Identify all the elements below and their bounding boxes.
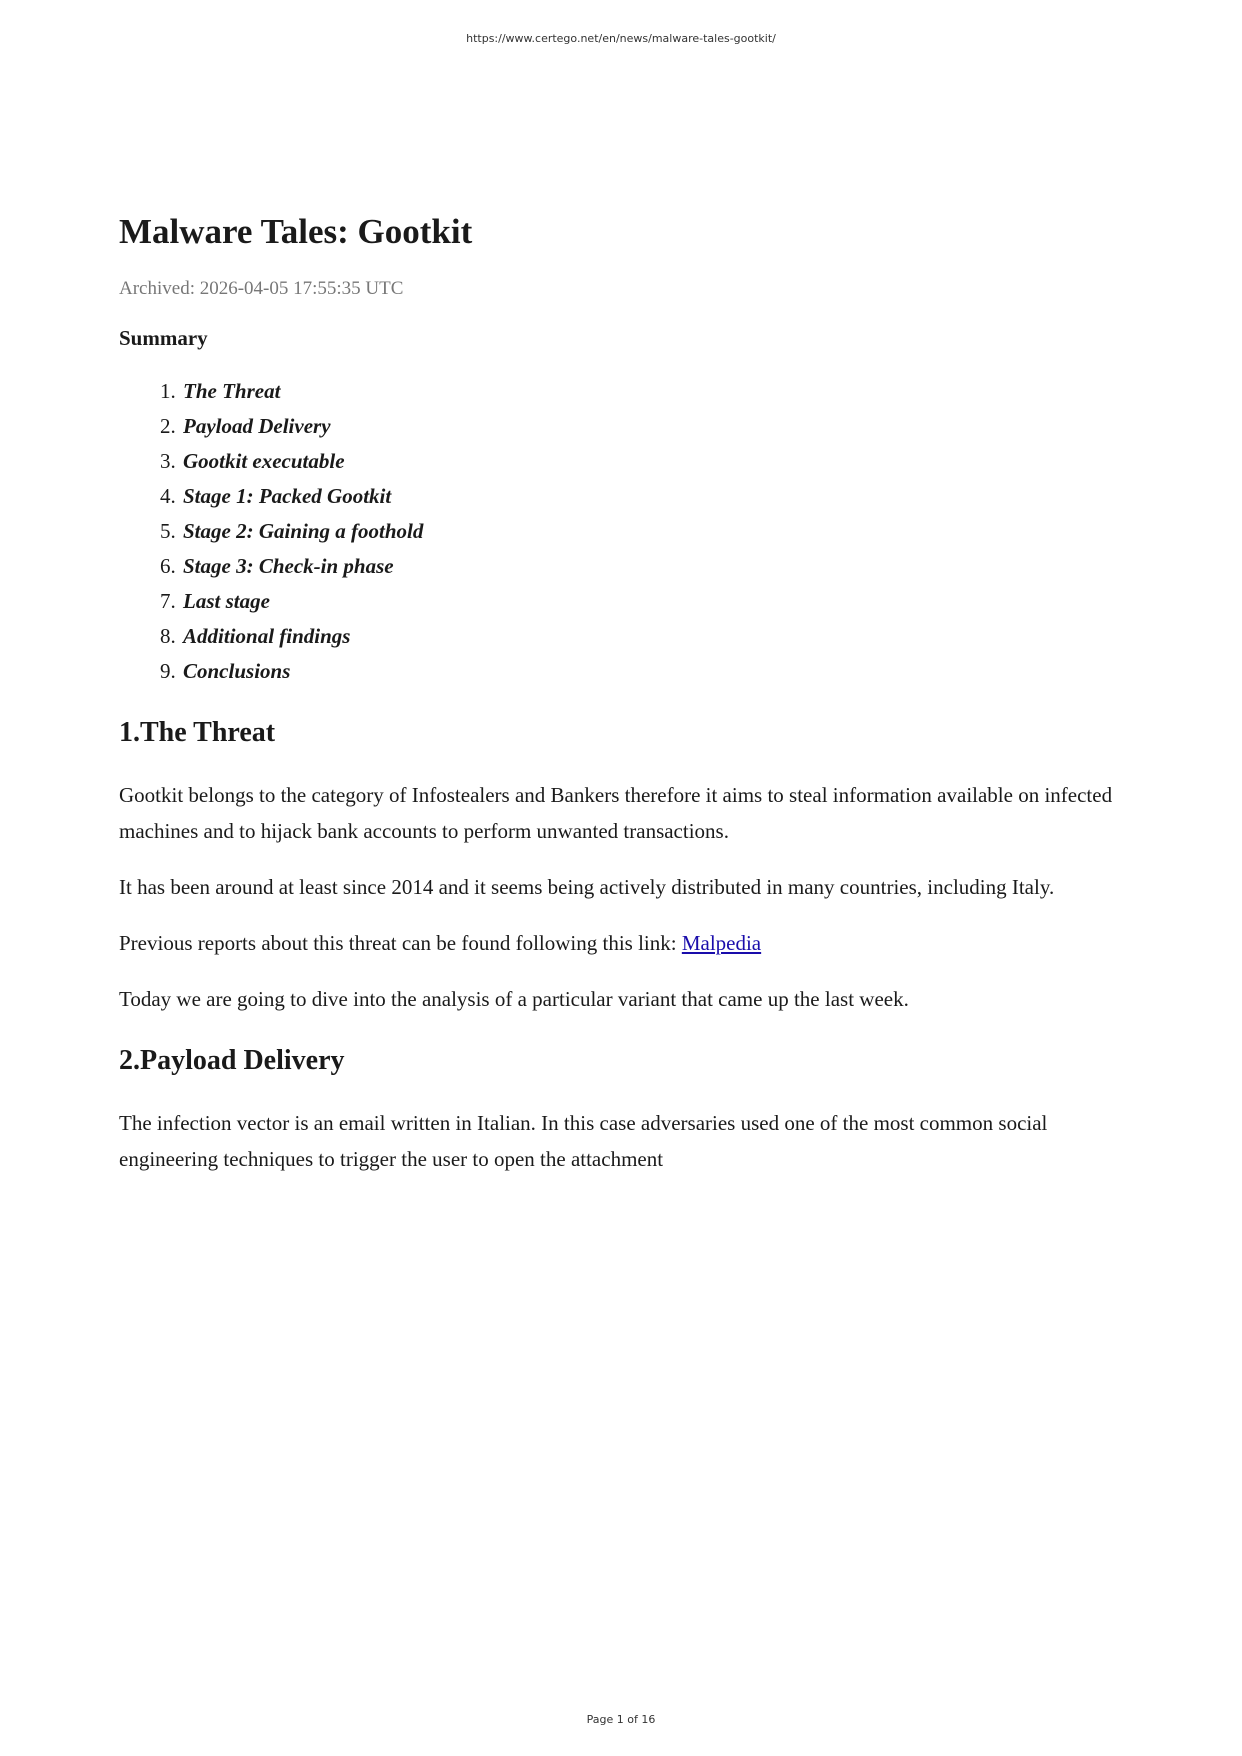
paragraph-previous-reports [119, 925, 1119, 961]
toc-item-label[interactable]: Payload Delivery [183, 414, 331, 438]
toc-item-label[interactable]: Stage 1: Packed Gootkit [183, 484, 392, 508]
summary-heading: Summary [119, 326, 208, 350]
archived-timestamp: Archived: 2026-04-05 17:55:35 UTC [119, 278, 404, 299]
toc-item[interactable] [181, 584, 1119, 619]
toc-item-label[interactable]: The Threat [183, 379, 281, 403]
malpedia-link[interactable]: Malpedia [681, 931, 762, 955]
toc-item[interactable] [181, 409, 1119, 444]
toc-item-label[interactable]: Gootkit executable [183, 449, 345, 473]
paragraph-threat-intro: Gootkit belongs to the category of Infostealers and Bankers therefore it aims to steal information available on infected machines and to hijack bank accounts to perform unwanted transactions. [119, 783, 1113, 843]
toc-item-label[interactable]: Conclusions [183, 659, 291, 683]
previous-reports-text: Previous reports about this threat can be found following this link: [119, 931, 682, 955]
toc-item[interactable] [181, 444, 1119, 479]
toc-item[interactable] [181, 549, 1119, 584]
article [119, 210, 1119, 1177]
toc-item-label[interactable]: Stage 3: Check-in phase [183, 554, 394, 578]
toc-item-label[interactable]: Additional findings [183, 624, 351, 648]
table-of-contents [119, 374, 1119, 689]
toc-item[interactable] [181, 479, 1119, 514]
page-number: Page 1 of 16 [586, 1713, 656, 1726]
paragraph-infection-vector: The infection vector is an email written in Italian. In this case adversaries used one of the most common social engineering techniques to trigger the user to open the attachment [119, 1111, 1048, 1171]
toc-item[interactable] [181, 514, 1119, 549]
paragraph-today: Today we are going to dive into the analysis of a particular variant that came up the last week. [119, 987, 909, 1011]
toc-item[interactable] [181, 654, 1119, 689]
toc-item-label[interactable]: Stage 2: Gaining a foothold [183, 519, 424, 543]
paragraph-threat-history: It has been around at least since 2014 and it seems being actively distributed in many countries, including Italy. [119, 875, 1055, 899]
section-heading-payload-delivery: 2.Payload Delivery [119, 1045, 345, 1076]
toc-item[interactable] [181, 374, 1119, 409]
toc-item[interactable] [181, 619, 1119, 654]
page-title: Malware Tales: Gootkit [119, 212, 473, 251]
section-heading-threat: 1.The Threat [119, 717, 276, 748]
page-url: https://www.certego.net/en/news/malware-tales-gootkit/ [466, 32, 776, 45]
toc-item-label[interactable]: Last stage [183, 589, 270, 613]
